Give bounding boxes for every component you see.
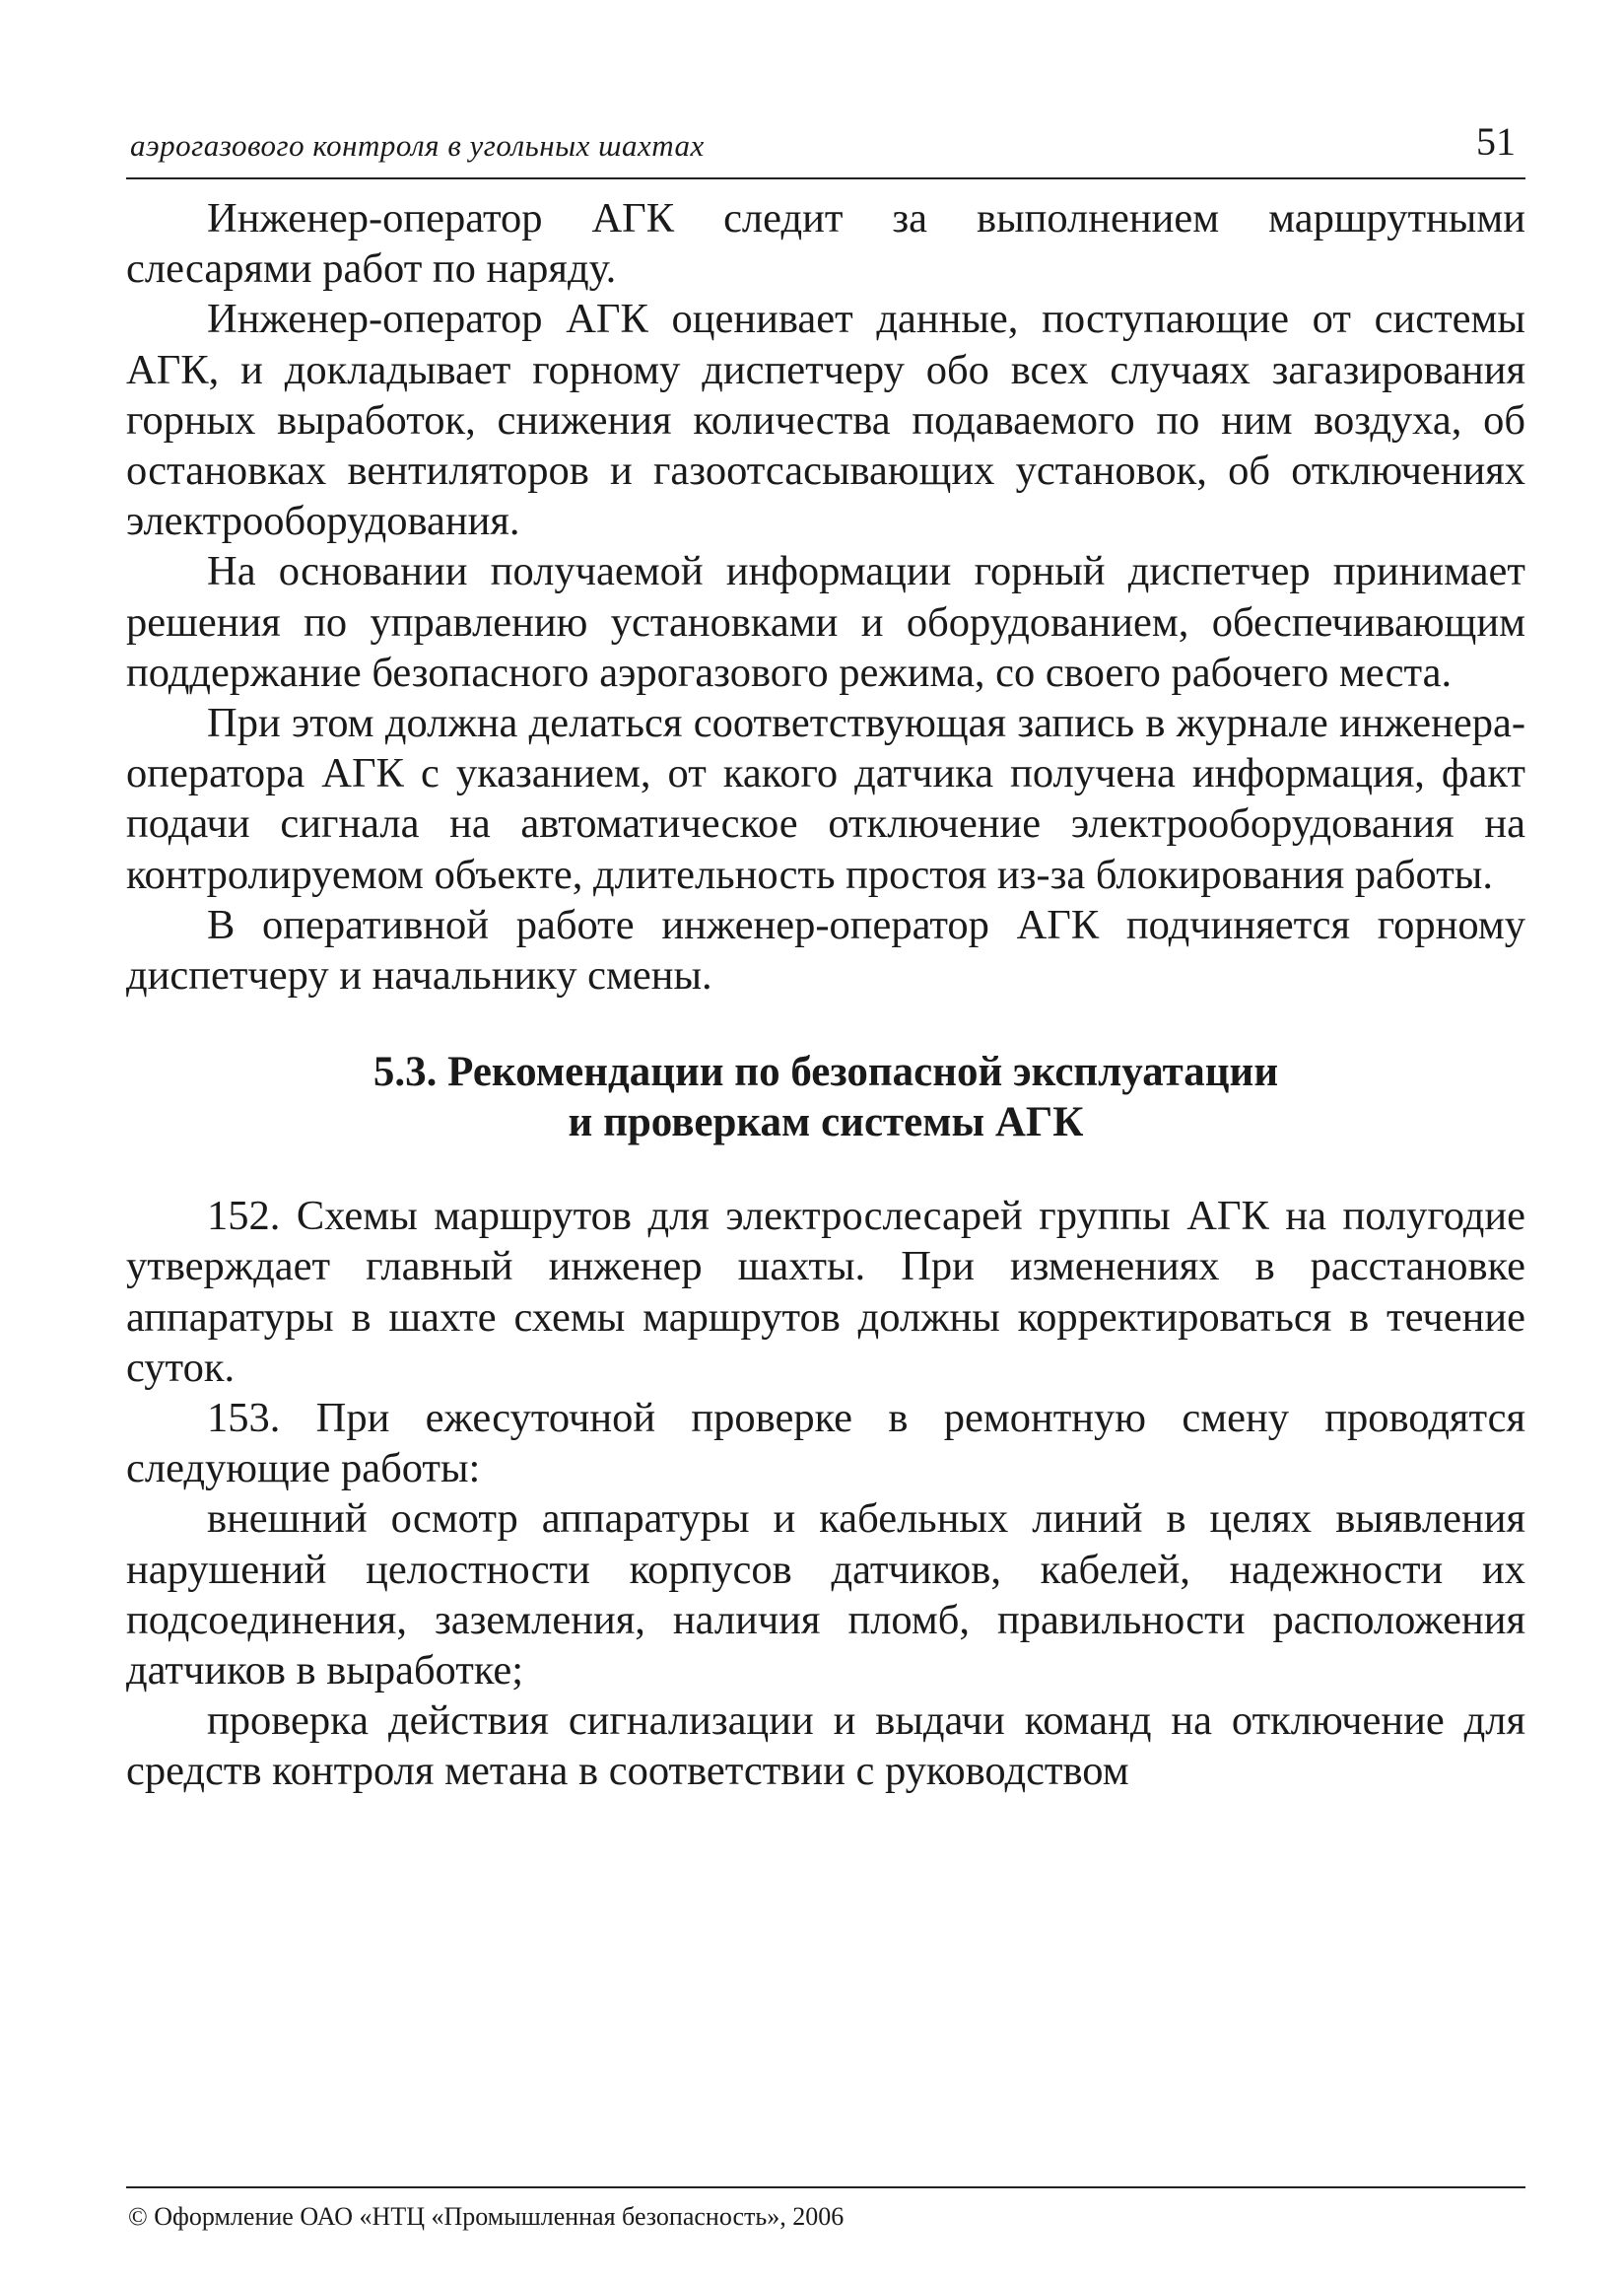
paragraph: В оперативной работе инженер-оператор АГК подчиняется горному диспетчеру и начальнику смены. xyxy=(126,901,1525,1000)
paragraph: проверка действия сигнализации и выдачи команд на отключение для средств контроля метана в соответствии с руководством xyxy=(126,1697,1525,1795)
paragraph: Инженер-оператор АГК следит за выполнением маршрутными слесарями работ по наряду. xyxy=(126,195,1525,293)
running-header-title: аэрогазового контроля в угольных шахтах xyxy=(130,128,705,163)
paragraph: При этом должна делаться соответствующая запись в журнале инженера-оператора АГК с указанием, от какого датчика получена информация, факт подачи сигнала на автоматическое отключение электрооборудования на контролируемом объекте, длительность простоя из-за блокирования работы. xyxy=(126,700,1525,898)
copyright-note: © Оформление ОАО «НТЦ «Промышленная безопасность», 2006 xyxy=(128,2202,845,2231)
section-heading-line: и проверкам системы АГК xyxy=(568,1099,1084,1146)
body-text xyxy=(126,193,1525,1797)
page-footer xyxy=(126,2186,1525,2232)
paragraph: внешний осмотр аппаратуры и кабельных линий в целях выявления нарушений целостности корпусов датчиков, кабелей, надежности их подсоединения, заземления, наличия пломб, правильности расположения датчиков в выработке; xyxy=(126,1495,1525,1694)
book-page xyxy=(126,116,1525,1797)
paragraph: 152. Схемы маршрутов для электрослесарей группы АГК на полугодие утверждает главный инженер шахты. При изменениях в расстановке аппаратуры в шахте схемы маршрутов должны корректироваться в течение суток. xyxy=(126,1193,1525,1391)
section-heading xyxy=(126,1047,1525,1147)
running-header xyxy=(126,116,1525,179)
paragraph: На основании получаемой информации горный диспетчер принимает решения по управлению установками и оборудованием, обеспечивающим поддержание безопасного аэрогазового режима, со своего рабочего места. xyxy=(126,548,1525,696)
paragraph: 153. При ежесуточной проверке в ремонтную смену проводятся следующие работы: xyxy=(126,1395,1525,1492)
paragraph: Инженер-оператор АГК оценивает данные, поступающие от системы АГК, и докладывает горному диспетчеру обо всех случаях загазирования горных выработок, снижения количества подаваемого по ним воздуха, об остановках вентиляторов и газоотсасывающих установок, об отключениях электрооборудования. xyxy=(126,296,1525,545)
page-number: 51 xyxy=(1476,119,1516,164)
section-heading-line: 5.3. Рекомендации по безопасной эксплуатации xyxy=(372,1049,1279,1096)
